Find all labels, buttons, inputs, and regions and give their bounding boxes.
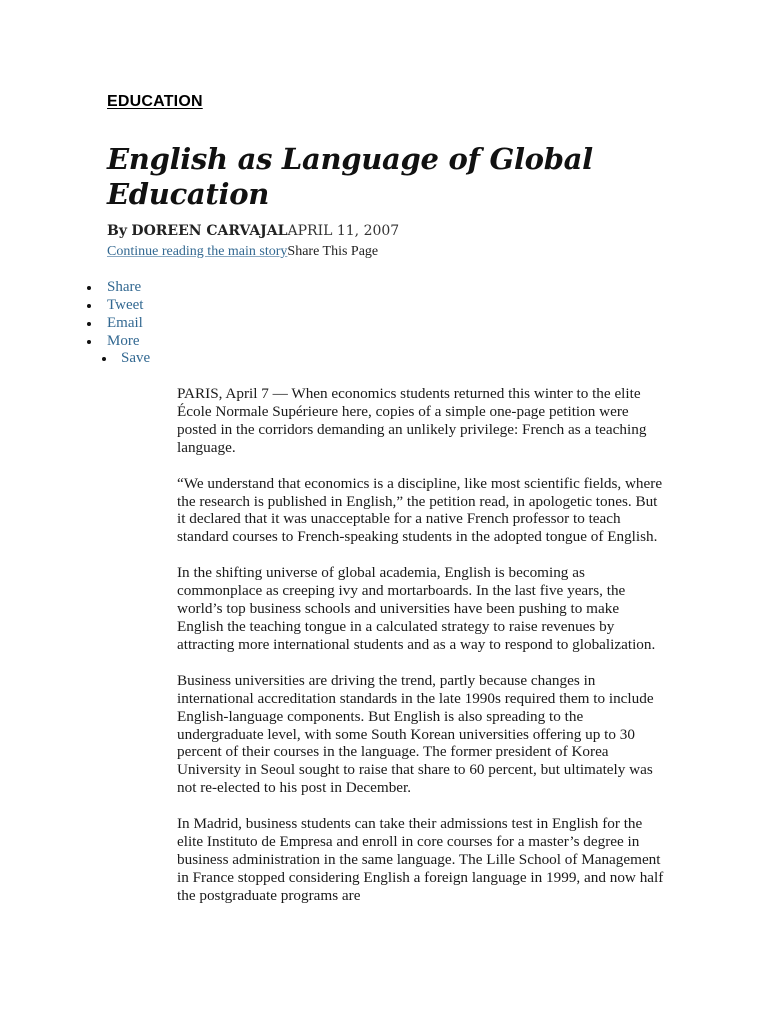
section-label[interactable]: EDUCATION	[107, 93, 203, 110]
tweet-link[interactable]: Tweet	[107, 297, 144, 313]
article-paragraph: In Madrid, business students can take their admissions test in English for the elite Instituto de Empresa and enroll in core courses for a master’s degree in business administration in the same language. The Lille School of Management in France stopped considering English a foreign language in 1999, and now half the postgraduate programs are	[177, 815, 664, 904]
article-headline: English as Language of Global Education	[107, 142, 593, 211]
article-paragraph: Business universities are driving the trend, partly because changes in international accreditation standards in the late 1990s required them to include English-language components. But English is also spreading to the undergraduate level, with some South Korean universities offering up to 30 percent of their courses in the language. The former president of Korea University in Seoul sought to raise that share to 60 percent, but ultimately was not re-elected to his post in December.	[177, 671, 654, 797]
article-body	[177, 385, 667, 923]
article-paragraph: PARIS, April 7 — When economics students returned this winter to the elite École Normale Supérieure here, copies of a simple one-page petition were posted in the corridors demanding an unlikely privilege: French as a teaching language.	[177, 385, 647, 456]
continue-reading-link[interactable]: Continue reading the main story	[107, 244, 288, 259]
more-link[interactable]: More	[107, 332, 143, 350]
save-link[interactable]: Save	[121, 350, 151, 366]
save-tools-list	[121, 349, 150, 367]
article-paragraph: “We understand that economics is a discipline, like most scientific fields, where the research is published in English,” the petition read, in apologetic tones. But it declared that it was unacceptable for a native French professor to teach standard courses to French-speaking students in the adopted tongue of English.	[177, 474, 663, 546]
continue-line	[107, 243, 378, 261]
share-page-label: Share This Page	[287, 244, 379, 259]
byline-author[interactable]: DOREEN CARVAJAL	[131, 223, 288, 239]
byline	[107, 222, 399, 240]
byline-date: APRIL 11, 2007	[287, 223, 400, 239]
share-tools-list	[107, 278, 143, 350]
article-paragraph: In the shifting universe of global academia, English is becoming as commonplace as creeping ivy and mortarboards. In the last five years, the world’s top business schools and universities have been pushing to make English the teaching tongue in a calculated strategy to raise revenues by attracting more international students and as a way to respond to globalization.	[177, 564, 656, 653]
byline-prefix: By	[107, 223, 127, 239]
email-link[interactable]: Email	[107, 315, 143, 331]
share-link[interactable]: Share	[107, 278, 143, 296]
